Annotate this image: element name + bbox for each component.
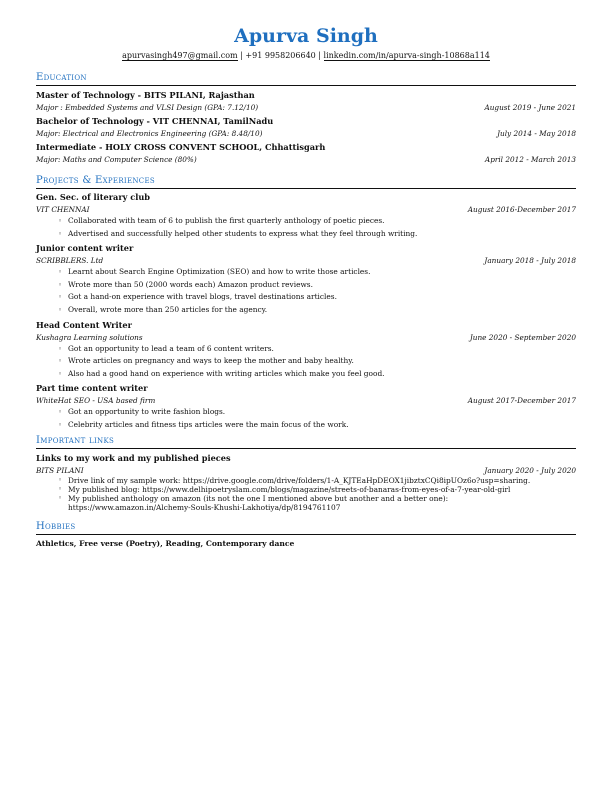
dates: January 2020 - July 2020	[484, 465, 576, 475]
organization: WhiteHat SEO - USA based firm	[36, 396, 156, 406]
education-entry	[36, 89, 576, 113]
education-entry	[36, 141, 576, 165]
list-item: ◦ Wrote more than 50 (2000 words each) Amazon product reviews.	[68, 279, 576, 292]
dates: June 2020 - September 2020	[469, 332, 576, 342]
education-entry	[36, 115, 576, 139]
contact-separator: |	[237, 51, 246, 60]
blog-link[interactable]: ◦ My published blog: https://www.delhipoetryslam.com/blogs/magazine/streets-of-banaras-from-eyes-of-a-7-year-old-girl	[68, 485, 576, 494]
candidate-name: Apurva Singh	[234, 25, 378, 47]
phone-number: +91 9958206640	[245, 51, 316, 60]
list-item: ◦ Advertised and successfully helped other students to express what they feel through writing.	[68, 228, 576, 241]
list-item: ◦ Celebrity articles and fitness tips articles were the main focus of the work.	[68, 419, 576, 432]
major: Major : Embedded Systems and VLSI Design (GPA: 7.12/10)	[36, 103, 259, 112]
contact-line	[36, 50, 576, 62]
role: Part time content writer	[36, 383, 148, 394]
bullet-list	[36, 406, 576, 431]
experience-entry	[36, 191, 576, 240]
degree: Intermediate - HOLY CROSS CONVENT SCHOOL, Chhattisgarh	[36, 142, 326, 152]
major: Major: Electrical and Electronics Engineering (GPA: 8.48/10)	[36, 129, 263, 138]
experience-entry	[36, 242, 576, 316]
email-link[interactable]: apurvasingh497@gmail.com	[122, 51, 238, 60]
organization: VIT CHENNAI	[36, 205, 90, 214]
dates: April 2012 - March 2013	[484, 155, 576, 164]
dates: January 2018 - July 2018	[484, 256, 576, 266]
degree: Master of Technology - BITS PILANI, Rajasthan	[36, 90, 255, 100]
list-item: ◦ Got an opportunity to lead a team of 6 content writers.	[68, 343, 576, 356]
major: Major: Maths and Computer Science (80%)	[36, 155, 197, 164]
linkedin-link[interactable]: linkedin.com/in/apurva-singh-10868a114	[323, 51, 490, 60]
bullet-list	[36, 215, 576, 240]
hobbies-section	[36, 520, 576, 550]
list-item: ◦ Also had a good hand on experience with writing articles which make you feel good.	[68, 368, 576, 381]
organization: SCRIBBLERS. Ltd	[36, 256, 104, 266]
links-section	[36, 434, 576, 512]
link-list	[36, 476, 576, 512]
list-item: ◦ Collaborated with team of 6 to publish the first quarterly anthology of poetic pieces.	[68, 215, 576, 228]
experience-entry	[36, 382, 576, 431]
experience-entry	[36, 319, 576, 381]
projects-heading: Projects & Experiences	[36, 174, 576, 189]
degree: Bachelor of Technology - VIT CHENNAI, TamilNadu	[36, 116, 274, 126]
role: Links to my work and my published pieces	[36, 452, 231, 463]
hobbies-heading: Hobbies	[36, 520, 576, 535]
role: Head Content Writer	[36, 319, 132, 330]
education-section	[36, 71, 576, 165]
bullet-list	[36, 266, 576, 316]
links-heading: Important links	[36, 434, 576, 449]
list-item: ◦ Overall, wrote more than 250 articles for the agency.	[68, 304, 576, 317]
education-heading: Education	[36, 71, 576, 86]
dates: August 2016-December 2017	[467, 205, 576, 214]
bullet-list	[36, 343, 576, 381]
organization: BITS PILANI	[36, 465, 84, 475]
resume-page	[36, 24, 576, 550]
drive-link[interactable]: ◦ Drive link of my sample work: https://drive.google.com/drive/folders/1-A_KJTEaHpDEOX1jibztxCQi8ipUOz6o?usp=sharing.	[68, 476, 576, 485]
role: Junior content writer	[36, 243, 134, 254]
dates: July 2014 - May 2018	[497, 129, 576, 138]
contact-separator: |	[315, 51, 324, 60]
dates: August 2017-December 2017	[467, 396, 576, 406]
list-item: ◦ Learnt about Search Engine Optimization (SEO) and how to write those articles.	[68, 266, 576, 279]
list-item: ◦ Got an opportunity to write fashion blogs.	[68, 406, 576, 419]
dates: August 2019 - June 2021	[484, 103, 576, 112]
links-entry	[36, 452, 576, 512]
role: Gen. Sec. of literary club	[36, 192, 151, 202]
organization: Kushagra Learning solutions	[36, 332, 143, 342]
projects-section	[36, 174, 576, 432]
list-item: ◦ Wrote articles on pregnancy and ways to keep the mother and baby healthy.	[68, 355, 576, 368]
anthology-link[interactable]	[68, 494, 576, 512]
list-item: ◦ Got a hand-on experience with travel blogs, travel destinations articles.	[68, 291, 576, 304]
anthology-url[interactable]: https://www.amazon.in/Alchemy-Souls-Khushi-Lakhotiya/dp/8194761107	[68, 502, 341, 512]
anthology-label: My published anthology on amazon (its not the one I mentioned above but another and a better one):	[68, 493, 449, 503]
hobbies-text: Athletics, Free verse (Poetry), Reading, Contemporary dance	[36, 538, 295, 548]
